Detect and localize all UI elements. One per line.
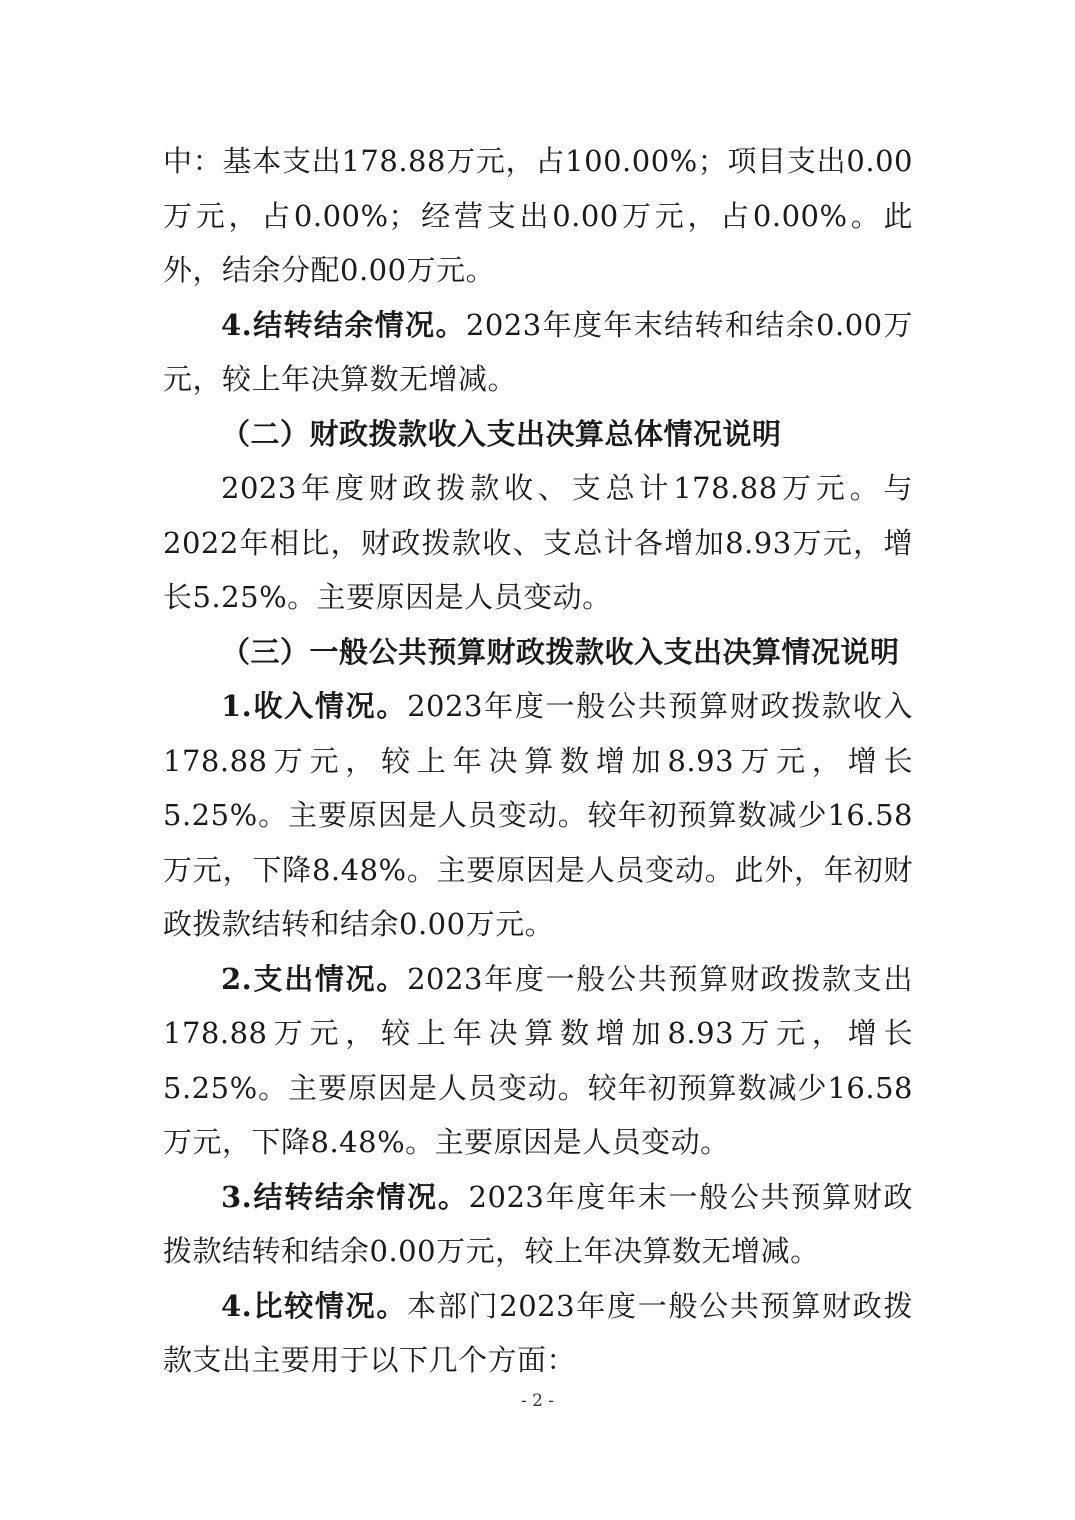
section-heading-general-budget: （三）一般公共预算财政拨款收入支出决算情况说明: [221, 634, 900, 669]
paragraph-lead: 4.结转结余情况。: [221, 307, 466, 342]
paragraph-body: 2023年度一般公共预算财政拨款支出178.88万元，较上年决算数增加8.93万元，增长5.25%。主要原因是人员变动。较年初预算数减少16.58万元，下降8.48%。主要原因是人员变动。: [163, 961, 913, 1159]
paragraph-lead: 2.支出情况。: [221, 961, 408, 996]
body-text: [163, 134, 913, 1388]
paragraph-expenditure-breakdown: 中：基本支出178.88万元，占100.00%；项目支出0.00万元，占0.00%；经营支出0.00万元，占0.00%。此外，结余分配0.00万元。: [163, 144, 913, 287]
paragraph-lead: 4.比较情况。: [221, 1288, 408, 1323]
paragraph-body: 2023年度年末一般公共预算财政拨款结转和结余0.00万元，较上年决算数无增减。: [163, 1179, 913, 1268]
paragraph-comparison: [163, 1279, 913, 1388]
paragraph-carryover: [163, 1170, 913, 1279]
paragraph-body: 2023年度年末结转和结余0.00万元，较上年决算数无增减。: [163, 307, 914, 396]
paragraph-fiscal-overall: 2023年度财政拨款收、支总计178.88万元。与2022年相比，财政拨款收、支总计各增加8.93万元，增长5.25%。主要原因是人员变动。: [163, 471, 913, 614]
paragraph-expenditure: [163, 952, 913, 1170]
paragraph-lead: 1.收入情况。: [221, 689, 408, 723]
paragraph-lead: 3.结转结余情况。: [221, 1179, 469, 1214]
paragraph-body: 本部门2023年度一般公共预算财政拨款支出主要用于以下几个方面：: [163, 1288, 913, 1377]
paragraph-body: 2023年度一般公共预算财政拨款收入178.88万元，较上年决算数增加8.93万元，增长5.25%。主要原因是人员变动。较年初预算数减少16.58万元，下降8.48%。主要原因是人员变动。此外，年初财政拨款结转和结余0.00万元。: [163, 689, 913, 941]
paragraph-carryover-balance: [163, 298, 913, 407]
paragraph-income: [163, 679, 913, 952]
section-heading-fiscal-overall: （二）财政拨款收入支出决算总体情况说明: [221, 416, 782, 451]
page-number: - 2 -: [520, 1391, 555, 1411]
